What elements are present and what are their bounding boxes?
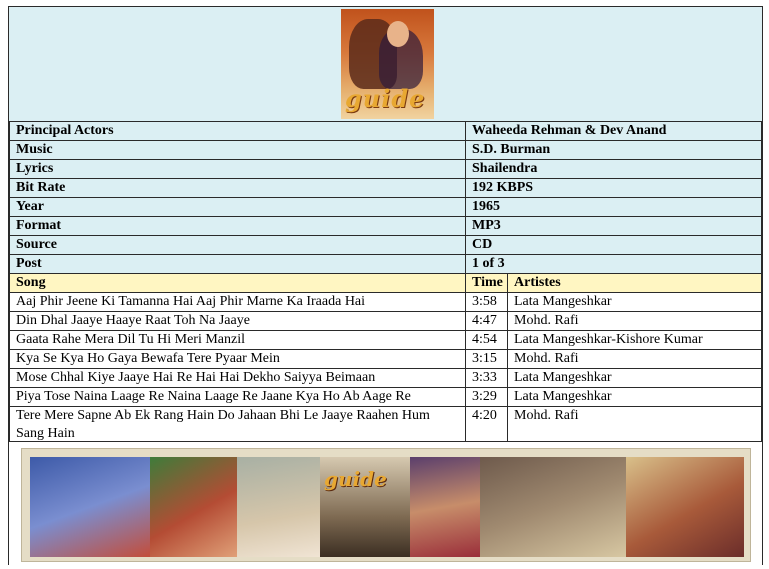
meta-row-post <box>10 255 762 274</box>
meta-value: 1965 <box>466 198 762 217</box>
meta-label: Post <box>10 255 466 274</box>
song-row <box>10 350 762 369</box>
song-row <box>10 312 762 331</box>
album-info-frame <box>8 6 763 565</box>
meta-value: 192 KBPS <box>466 179 762 198</box>
meta-row-lyrics <box>10 160 762 179</box>
meta-row-format <box>10 217 762 236</box>
film-poster-still-image <box>320 457 410 557</box>
meta-row-year <box>10 198 762 217</box>
meta-label: Source <box>10 236 466 255</box>
column-header-artistes: Artistes <box>508 274 762 293</box>
film-stills-cell <box>9 441 762 565</box>
song-row <box>10 331 762 350</box>
song-title: Kya Se Kya Ho Gaya Bewafa Tere Pyaar Mein <box>10 350 466 369</box>
album-cover-image <box>341 9 434 119</box>
song-title: Gaata Rahe Mera Dil Tu Hi Meri Manzil <box>10 331 466 350</box>
poster-cell <box>9 7 762 122</box>
song-row <box>10 293 762 312</box>
film-still-image <box>410 457 480 557</box>
song-row <box>10 388 762 407</box>
song-row <box>10 369 762 388</box>
song-time: 4:54 <box>466 331 508 350</box>
meta-value: CD <box>466 236 762 255</box>
meta-label: Music <box>10 141 466 160</box>
meta-value: MP3 <box>466 217 762 236</box>
column-header-song: Song <box>10 274 466 293</box>
album-info-table <box>9 121 762 444</box>
song-artiste: Lata Mangeshkar-Kishore Kumar <box>508 331 762 350</box>
meta-row-music <box>10 141 762 160</box>
meta-value: S.D. Burman <box>466 141 762 160</box>
song-title: Mose Chhal Kiye Jaaye Hai Re Hai Hai Dekho Saiyya Beimaan <box>10 369 466 388</box>
meta-row-actors <box>10 122 762 141</box>
meta-value: Shailendra <box>466 160 762 179</box>
poster-logo: guide <box>345 84 426 113</box>
film-still-image <box>626 457 744 557</box>
song-row <box>10 407 762 444</box>
songs-header-row <box>10 274 762 293</box>
song-artiste: Lata Mangeshkar <box>508 293 762 312</box>
meta-value: Waheeda Rehman & Dev Anand <box>466 122 762 141</box>
song-time: 3:15 <box>466 350 508 369</box>
song-time: 4:20 <box>466 407 508 444</box>
poster-face <box>387 21 409 47</box>
meta-label: Bit Rate <box>10 179 466 198</box>
song-title: Piya Tose Naina Laage Re Naina Laage Re Jaane Kya Ho Ab Aage Re <box>10 388 466 407</box>
meta-value: 1 of 3 <box>466 255 762 274</box>
song-title: Aaj Phir Jeene Ki Tamanna Hai Aaj Phir Marne Ka Iraada Hai <box>10 293 466 312</box>
song-artiste: Lata Mangeshkar <box>508 369 762 388</box>
song-artiste: Mohd. Rafi <box>508 312 762 331</box>
film-still-image <box>150 457 237 557</box>
meta-label: Year <box>10 198 466 217</box>
song-artiste: Mohd. Rafi <box>508 350 762 369</box>
song-time: 4:47 <box>466 312 508 331</box>
meta-label: Lyrics <box>10 160 466 179</box>
column-header-time: Time <box>466 274 508 293</box>
meta-label: Principal Actors <box>10 122 466 141</box>
song-time: 3:58 <box>466 293 508 312</box>
song-title: Din Dhal Jaaye Haaye Raat Toh Na Jaaye <box>10 312 466 331</box>
strip-poster-logo: guide <box>324 467 387 491</box>
song-artiste: Mohd. Rafi <box>508 407 762 444</box>
meta-row-source <box>10 236 762 255</box>
song-artiste: Lata Mangeshkar <box>508 388 762 407</box>
film-still-image <box>237 457 320 557</box>
film-still-image <box>30 457 150 557</box>
film-stills-strip <box>21 448 751 562</box>
song-title: Tere Mere Sapne Ab Ek Rang Hain Do Jahaan Bhi Le Jaaye Raahen Hum Sang Hain <box>10 407 466 444</box>
song-time: 3:33 <box>466 369 508 388</box>
meta-row-bitrate <box>10 179 762 198</box>
song-time: 3:29 <box>466 388 508 407</box>
meta-label: Format <box>10 217 466 236</box>
film-still-image <box>480 457 626 557</box>
